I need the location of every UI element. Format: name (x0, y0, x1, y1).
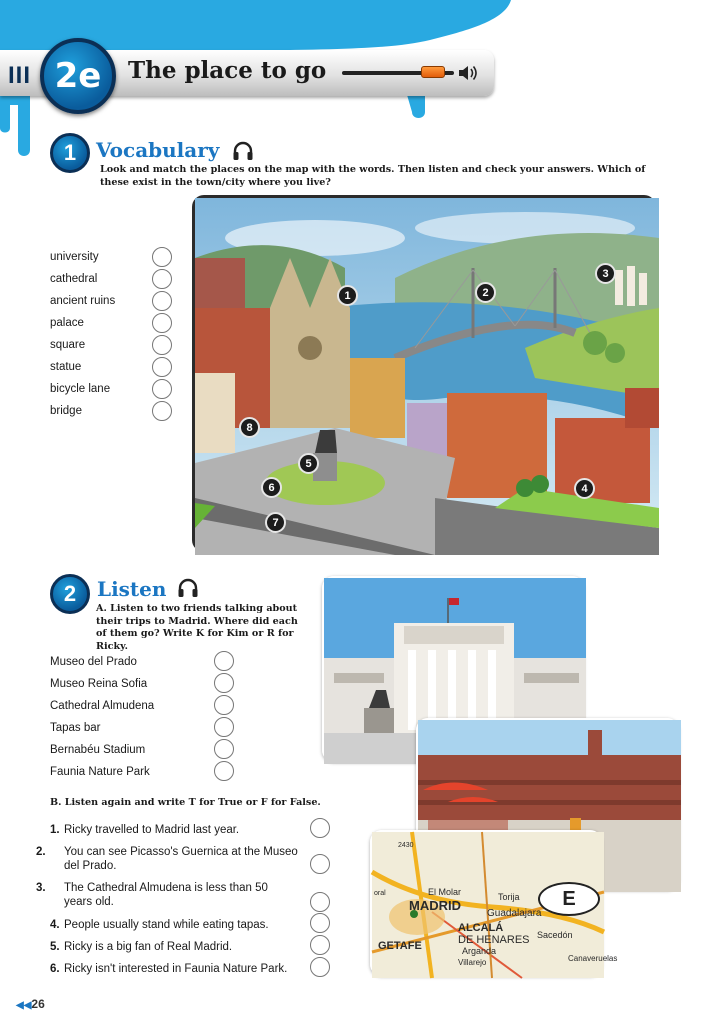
page-number (16, 997, 45, 1011)
map-marker-3: 3 (595, 263, 616, 284)
map-marker-8: 8 (239, 417, 260, 438)
vocab-word-statue: statue (50, 361, 82, 373)
city-illustration (192, 195, 656, 552)
place-answer-circle[interactable] (214, 695, 234, 715)
map-label-madrid: MADRID (409, 898, 461, 913)
place-answer-circle[interactable] (214, 717, 234, 737)
statement-number: 3. (36, 882, 46, 894)
statement-text: Ricky isn't interested in Faunia Nature Park. (64, 963, 288, 975)
map-label-2430: 2430 (398, 842, 414, 849)
vocabulary-heading: Vocabulary (96, 138, 220, 162)
statement-1 (50, 823, 300, 837)
statement-text: People usually stand while eating tapas. (64, 919, 269, 931)
map-marker-7: 7 (265, 512, 286, 533)
true-false-circle[interactable] (310, 854, 330, 874)
vocab-word-square: square (50, 339, 86, 351)
page-number-value: 26 (31, 997, 45, 1011)
place-answer-circle[interactable] (214, 761, 234, 781)
statement-text: Ricky travelled to Madrid last year. (64, 824, 240, 836)
true-false-circle[interactable] (310, 913, 330, 933)
vocab-word-bridge: bridge (50, 405, 82, 417)
city-illustration-drawing (195, 198, 659, 555)
listen-instruction-b: B. Listen again and write T for True or F for False. (50, 797, 321, 808)
statement-text: Ricky is a big fan of Real Madrid. (64, 941, 233, 953)
vocab-answer-circle[interactable] (152, 247, 172, 267)
statement-3 (36, 881, 270, 909)
map-label-el-molar: El Molar (428, 887, 462, 897)
map-label-de-henares: DE HENARES (458, 934, 530, 946)
headphones-icon (177, 577, 199, 599)
statement-6 (50, 962, 310, 976)
map-label-torija: Torija (498, 892, 520, 902)
rewind-icon: ◀◀ (16, 1000, 32, 1011)
speaker-icon (458, 63, 480, 83)
map-marker-5: 5 (298, 453, 319, 474)
listen-section-number: 2 (50, 574, 90, 614)
statement-text: The Cathedral Almudena is less than 50 years old. (64, 882, 268, 908)
statement-number: 6. (50, 963, 60, 975)
place-faunia-nature-park: Faunia Nature Park (50, 766, 150, 778)
vocabulary-section-number: 1 (50, 133, 90, 173)
place-answer-circle[interactable] (214, 673, 234, 693)
vocab-answer-circle[interactable] (152, 291, 172, 311)
vocab-answer-circle[interactable] (152, 269, 172, 289)
place-museo-del-prado: Museo del Prado (50, 656, 137, 668)
statement-5 (50, 940, 300, 954)
map-label-villarejo: Villarejo (458, 958, 487, 967)
listen-heading: Listen (97, 577, 167, 601)
map-marker-2: 2 (475, 282, 496, 303)
vocabulary-instruction: Look and match the places on the map with the words. Then listen and check your answers. Which of these exist in the town/city where you live? (100, 164, 646, 188)
statement-number: 1. (50, 824, 60, 836)
map-label-guadalajara: Guadalajara (487, 908, 542, 919)
map-label-oral: oral (374, 890, 386, 897)
map-marker-4: 4 (574, 478, 595, 499)
vocab-word-ancient-ruins: ancient ruins (50, 295, 116, 307)
true-false-circle[interactable] (310, 957, 330, 977)
statement-number: 5. (50, 941, 60, 953)
place-museo-reina-sofia: Museo Reina Sofia (50, 678, 148, 690)
vocab-answer-circle[interactable] (152, 335, 172, 355)
map-marker-1: 1 (337, 285, 358, 306)
vocab-answer-circle[interactable] (152, 379, 172, 399)
map-answer-badge: E (538, 882, 600, 916)
vocab-word-cathedral: cathedral (50, 273, 98, 285)
vocab-word-bicycle-lane: bicycle lane (50, 383, 111, 395)
true-false-circle[interactable] (310, 818, 330, 838)
headphones-icon (232, 140, 254, 162)
statement-4 (50, 918, 300, 932)
map-label-getafe: GETAFE (378, 940, 422, 952)
true-false-circle[interactable] (310, 935, 330, 955)
lesson-badge: 2e (40, 38, 116, 114)
vocab-answer-circle[interactable] (152, 401, 172, 421)
place-answer-circle[interactable] (214, 739, 234, 759)
audio-slider-knob (421, 66, 445, 78)
statement-number: 2. (36, 846, 46, 858)
place-bernabeu-stadium: Bernabéu Stadium (50, 744, 146, 756)
vocab-word-university: university (50, 251, 99, 263)
place-answer-circle[interactable] (214, 651, 234, 671)
madrid-map-photo (370, 830, 618, 976)
map-label-sacedon: Sacedón (537, 930, 573, 940)
statement-number: 4. (50, 919, 60, 931)
statement-2 (36, 845, 300, 873)
page-title: The place to go (128, 57, 327, 84)
map-label-arganda: Arganda (462, 946, 497, 956)
place-cathedral-almudena: Cathedral Almudena (50, 700, 155, 712)
vocab-answer-circle[interactable] (152, 357, 172, 377)
map-marker-6: 6 (261, 477, 282, 498)
map-label-alcala: ALCALÁ (458, 922, 504, 934)
true-false-circle[interactable] (310, 892, 330, 912)
vocab-answer-circle[interactable] (152, 313, 172, 333)
vocab-word-palace: palace (50, 317, 84, 329)
place-tapas-bar: Tapas bar (50, 722, 101, 734)
statement-text: You can see Picasso's Guernica at the Museo del Prado. (64, 846, 298, 872)
listen-instruction-a: A. Listen to two friends talking about their trips to Madrid. Where did each of them go? Write K for Kim or R for Ricky. (96, 603, 298, 652)
map-label-canaveruelas: Canaveruelas (568, 954, 618, 963)
header-bars-decoration: III (8, 62, 32, 89)
